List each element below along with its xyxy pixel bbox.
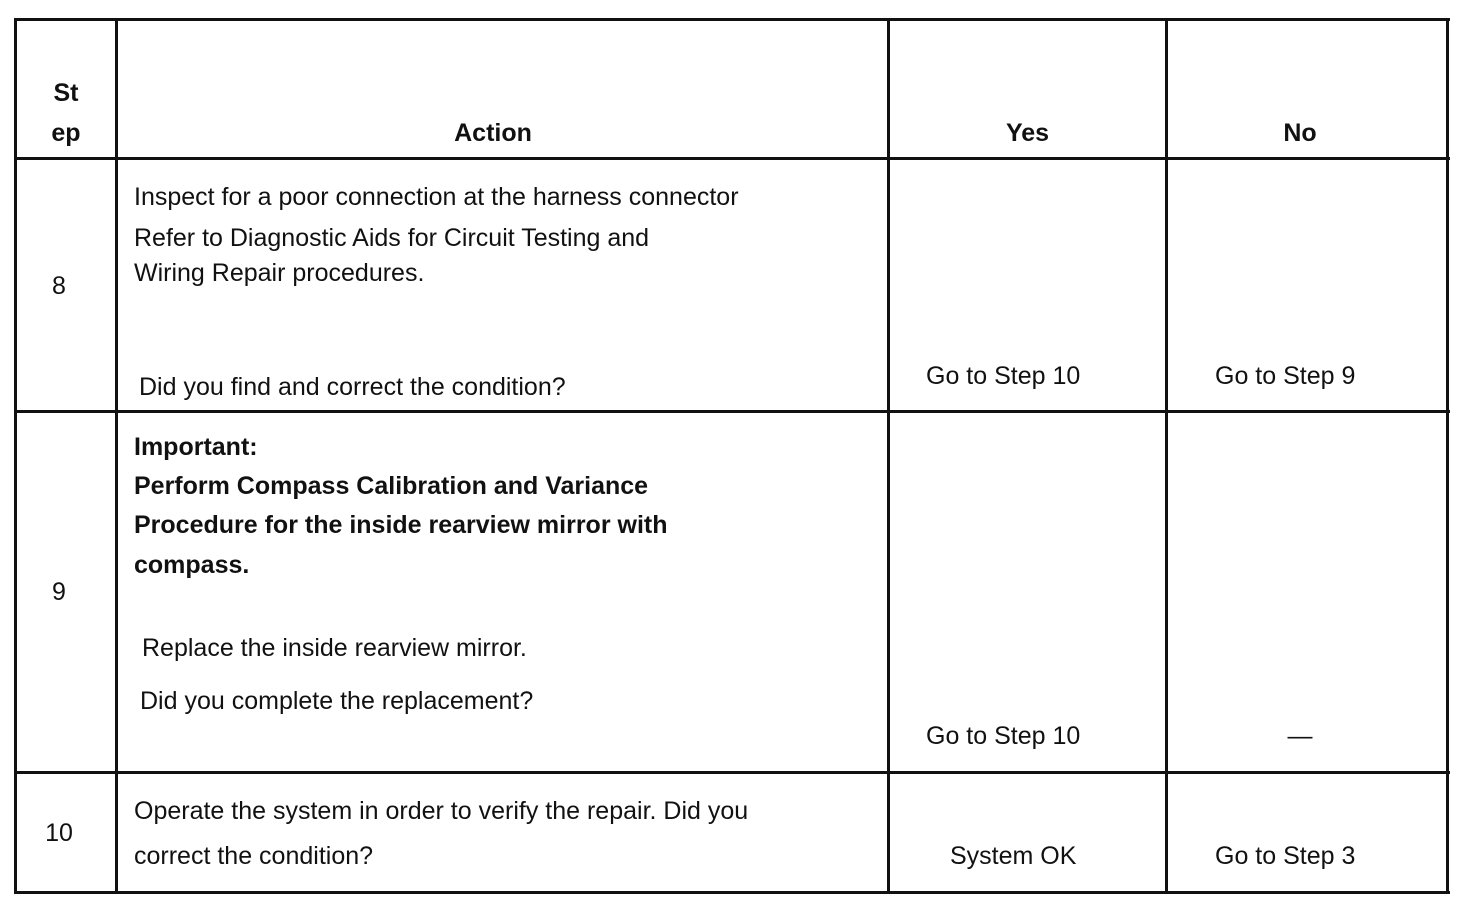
action-line: Inspect for a poor connection at the harness connector (134, 183, 739, 211)
important-text: compass. (134, 551, 250, 579)
action-question: Did you complete the replacement? (140, 687, 534, 715)
step-number: 10 (45, 819, 73, 847)
table-border-left (14, 18, 17, 894)
important-text: Procedure for the inside rearview mirror with (134, 511, 668, 539)
header-action: Action (454, 119, 532, 147)
table-border-top (14, 18, 1450, 21)
action-line: correct the condition? (134, 842, 374, 870)
action-line: Operate the system in order to verify the repair. Did you (134, 797, 749, 825)
step-number: 8 (52, 272, 66, 300)
header-no: No (1283, 119, 1317, 147)
no-result: Go to Step 3 (1215, 842, 1356, 870)
header-yes: Yes (1005, 119, 1050, 147)
row-divider (14, 410, 1450, 413)
table-border-right (1446, 18, 1449, 894)
row-divider (14, 771, 1450, 774)
no-result: Go to Step 9 (1215, 362, 1356, 390)
column-divider (1165, 18, 1168, 894)
column-divider (115, 18, 118, 894)
header-step (17, 78, 115, 148)
important-text: Perform Compass Calibration and Variance (134, 472, 649, 500)
table-border-bottom (14, 891, 1450, 894)
action-question: Did you find and correct the condition? (139, 373, 566, 401)
important-label: Important: (134, 433, 258, 461)
yes-result: Go to Step 10 (926, 722, 1081, 750)
diagnostic-table (14, 18, 1450, 894)
header-step-line1: St (53, 79, 79, 107)
column-divider (887, 18, 890, 894)
no-result: — (1287, 722, 1313, 750)
header-step-line2: ep (51, 119, 81, 147)
yes-result: Go to Step 10 (926, 362, 1081, 390)
yes-result: System OK (950, 842, 1077, 870)
action-line: Wiring Repair procedures. (134, 259, 425, 287)
header-divider (14, 157, 1450, 160)
action-line: Replace the inside rearview mirror. (142, 634, 527, 662)
action-line: Refer to Diagnostic Aids for Circuit Testing and (134, 224, 650, 252)
step-number: 9 (52, 578, 66, 606)
